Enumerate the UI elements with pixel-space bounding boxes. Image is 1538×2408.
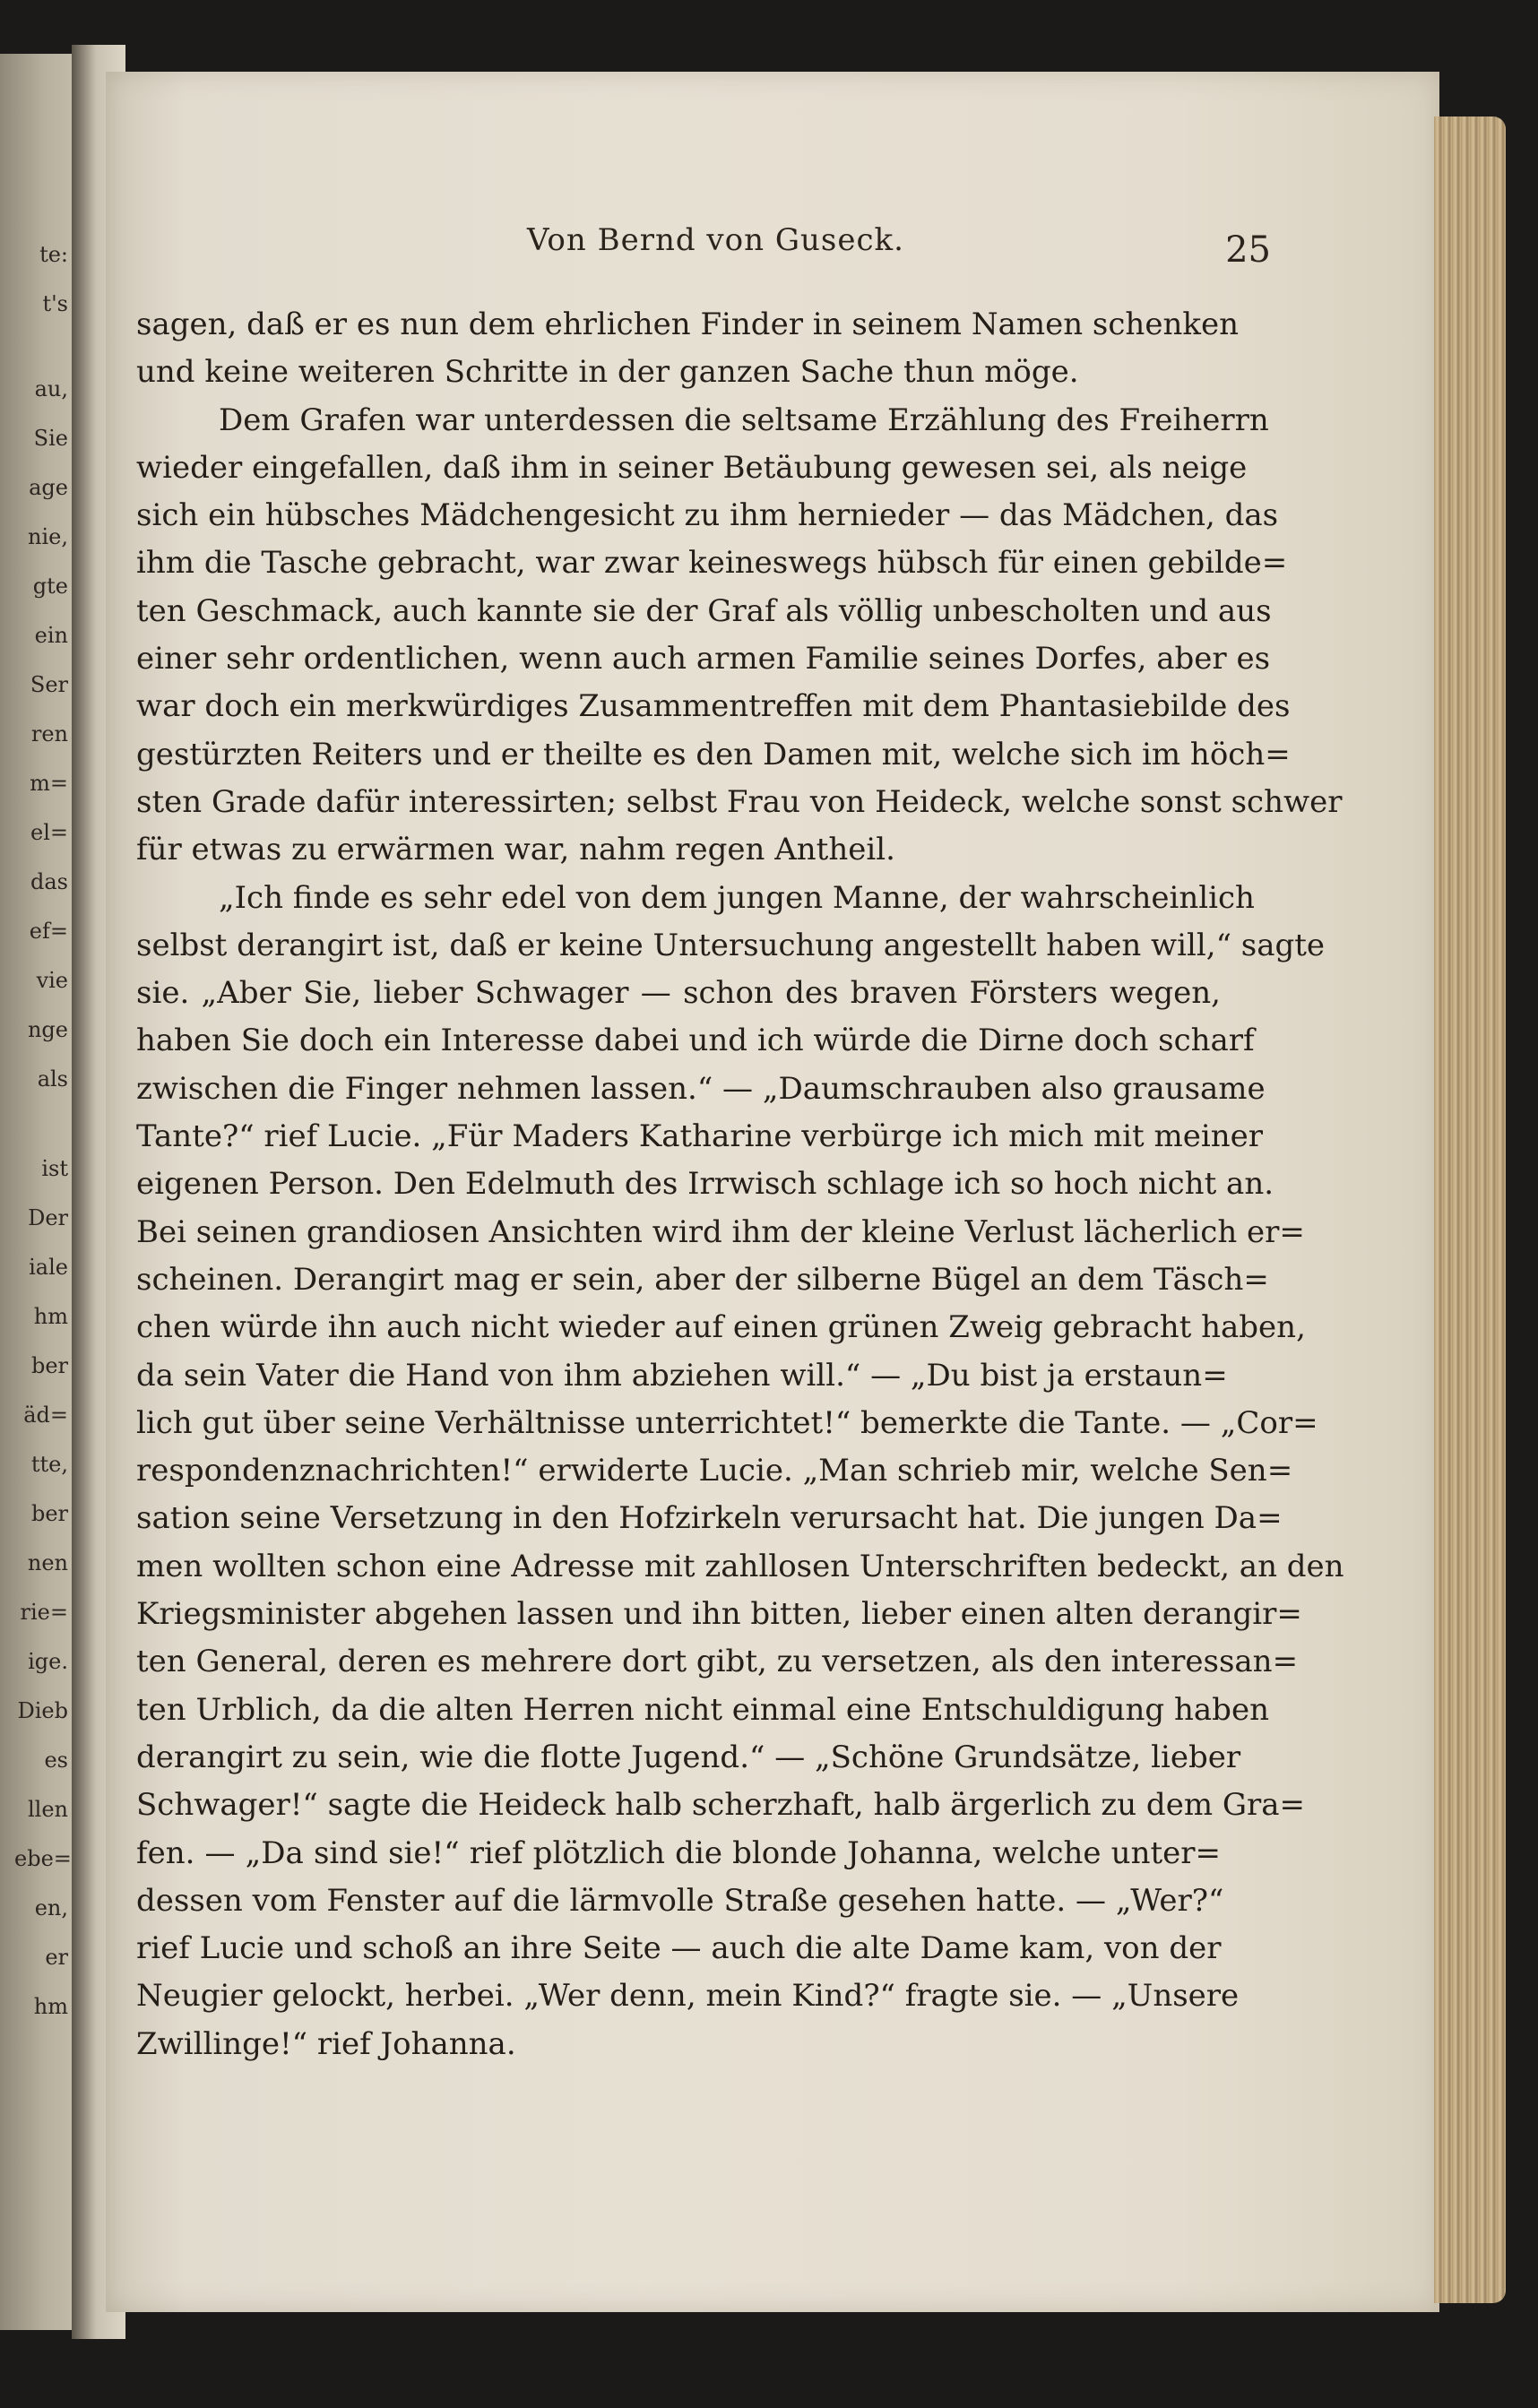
text-line: fen. — „Da sind sie!“ rief plötzlich die blonde Johanna, welche unter= [136,1834,1221,1871]
facing-page-fragment: ef= [29,919,68,944]
text-line: rief Lucie und schoß an ihre Seite — auch die alte Dame kam, von der [136,1930,1222,1967]
text-line: für etwas zu erwärmen war, nahm regen Antheil. [136,832,895,868]
facing-page-fragment: hm [33,1304,68,1329]
text-line: scheinen. Derangirt mag er sein, aber der silberne Bügel an dem Täsch= [136,1261,1269,1298]
page-stack-edge [1434,117,1506,2303]
text-line: sagen, daß er es nun dem ehrlichen Finder in seinem Namen schenken [136,306,1239,342]
text-line: „Ich finde es sehr edel von dem jungen Manne, der wahrscheinlich [219,879,1255,916]
text-line: sation seine Versetzung in den Hofzirkeln verursacht hat. Die jungen Da= [136,1500,1283,1537]
facing-page-fragment: llen [27,1797,68,1822]
running-title: Von Bernd von Guseck. [527,222,904,258]
facing-page-fragment: hm [33,1994,68,2019]
facing-page-fragment: Ser [30,672,68,697]
text-line: da sein Vater die Hand von ihm abziehen will.“ — „Du bist ja erstaun= [136,1357,1228,1394]
facing-page-fragment: au, [34,376,68,401]
facing-page-fragment: ein [34,623,68,648]
text-line: war doch ein merkwürdiges Zusammentreffen mit dem Phantasiebilde des [136,688,1291,725]
body-text [136,301,1344,2068]
facing-page-fragment: äd= [23,1403,68,1428]
text-line: selbst derangirt ist, daß er keine Untersuchung angestellt haben will,“ sagte [136,927,1326,963]
text-line: respondenznachrichten!“ erwiderte Lucie. „Man schrieb mir, welche Sen= [136,1453,1293,1489]
facing-page-fragment: ren [30,721,68,747]
text-line: Kriegsminister abgehen lassen und ihn bitten, lieber einen alten derangir= [136,1596,1302,1633]
text-line: gestürzten Reiters und er theilte es den Damen mit, welche sich im höch= [136,736,1291,772]
text-line: einer sehr ordentlichen, wenn auch armen Familie seines Dorfes, aber es [136,641,1271,678]
text-line: zwischen die Finger nehmen lassen.“ — „Daumschrauben also grausame [136,1070,1266,1107]
facing-page-fragment: age [29,475,68,500]
facing-page-fragment: en, [34,1895,68,1920]
facing-page-fragment: er [45,1945,68,1970]
facing-page-fragment: t's [42,291,68,316]
text-line: sie. „Aber Sie, lieber Schwager — schon des braven Försters wegen, [136,975,1221,1012]
facing-page-fragment: nen [27,1550,68,1575]
facing-page-fragment: es [44,1748,68,1773]
facing-page-fragment: Der [28,1205,68,1230]
text-line: chen würde ihn auch nicht wieder auf einen grünen Zweig gebracht haben, [136,1309,1306,1346]
facing-page-fragment: Sie [33,426,68,451]
facing-page-fragment: vie [36,968,68,993]
text-line: sten Grade dafür interessirten; selbst Frau von Heideck, welche sonst schwer [136,783,1343,820]
text-line: Bei seinen grandiosen Ansichten wird ihm der kleine Verlust lächerlich er= [136,1213,1305,1250]
text-line: men wollten schon eine Adresse mit zahllosen Unterschriften bedeckt, an den [136,1548,1344,1584]
text-line: dessen vom Fenster auf die lärmvolle Straße gesehen hatte. — „Wer?“ [136,1882,1224,1919]
facing-page-fragment: rie= [20,1600,68,1625]
text-line: Schwager!“ sagte die Heideck halb scherzhaft, halb ärgerlich zu dem Gra= [136,1787,1306,1824]
text-line: eigenen Person. Den Edelmuth des Irrwisch schlage ich so hoch nicht an. [136,1166,1274,1203]
facing-page-fragment: gte [32,574,68,599]
text-line: ten Geschmack, auch kannte sie der Graf als völlig unbescholten und aus [136,592,1272,629]
text-line: lich gut über seine Verhältnisse unterrichtet!“ bemerkte die Tante. — „Cor= [136,1404,1318,1441]
facing-page-fragment: ber [30,1353,68,1378]
text-line: ten General, deren es mehrere dort gibt, zu versetzen, als den interessan= [136,1644,1299,1680]
facing-page-fragment: ige. [28,1649,68,1674]
facing-page-fragment: das [30,869,68,894]
text-line: und keine weiteren Schritte in der ganzen Sache thun möge. [136,354,1079,391]
text-line: derangirt zu sein, wie die flotte Jugend.“ — „Schöne Grundsätze, lieber [136,1739,1241,1775]
text-line: Dem Grafen war unterdessen die seltsame Erzählung des Freiherrn [219,401,1269,438]
text-line: Neugier gelockt, herbei. „Wer denn, mein Kind?“ fragte sie. — „Unsere [136,1978,1240,2015]
text-line: sich ein hübsches Mädchengesicht zu ihm hernieder — das Mädchen, das [136,497,1279,534]
facing-page-fragment: ber [30,1501,68,1526]
facing-page-fragment: el= [30,820,68,845]
facing-page-fragment: Dieb [17,1698,68,1723]
facing-page-fragment: nge [27,1017,68,1042]
text-line: Zwillinge!“ rief Johanna. [136,2025,516,2062]
facing-page-fragment: tte, [30,1452,68,1477]
facing-page-fragment: iale [29,1255,68,1280]
text-line: ten Urblich, da die alten Herren nicht einmal eine Entschuldigung haben [136,1691,1269,1728]
text-line: ihm die Tasche gebracht, war zwar keineswegs hübsch für einen gebilde= [136,545,1288,582]
facing-page-fragment: ebe= [14,1846,72,1871]
text-line: haben Sie doch ein Interesse dabei und ich würde die Dirne doch scharf [136,1023,1255,1059]
facing-page-fragment: m= [30,771,68,796]
text-line: Tante?“ rief Lucie. „Für Maders Katharine verbürge ich mich mit meiner [136,1118,1264,1155]
facing-page-fragment: als [37,1066,68,1092]
facing-page-fragment: te: [39,242,68,267]
facing-page-fragment: nie, [28,524,68,549]
text-line: wieder eingefallen, daß ihm in seiner Betäubung gewesen sei, als neige [136,449,1248,486]
facing-page-fragment: ist [41,1156,68,1181]
page-number: 25 [1225,229,1271,271]
